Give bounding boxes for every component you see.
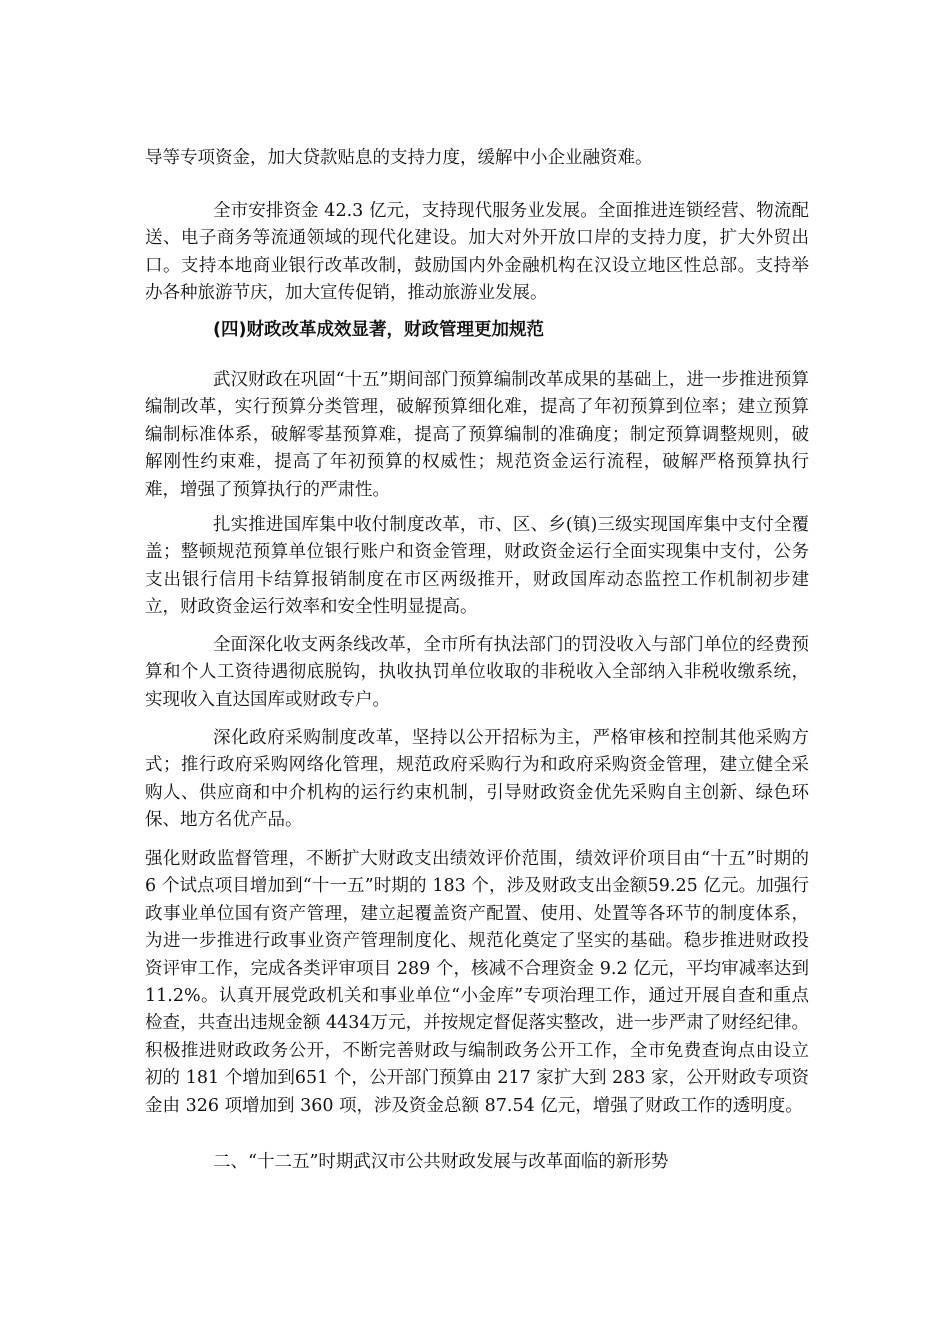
paragraph-revenue-expenditure: 全面深化收支两条线改革，全市所有执法部门的罚没收入与部门单位的经费预算和个人工资待遇彻底脱钩，执收执罚单位收取的非税收入全部纳入非税收缴系统，实现收入直达国库或财政专户。 xyxy=(145,635,809,710)
section-heading-fiscal-reform: (四)财政改革成效显著，财政管理更加规范 xyxy=(213,320,544,340)
paragraph-continuation: 导等专项资金，加大贷款贴息的支持力度，缓解中小企业融资难。 xyxy=(145,148,653,168)
paragraph-procurement-reform: 深化政府采购制度改革，坚持以公开招标为主，严格审核和控制其他采购方式；推行政府采购网络化管理，规范政府采购行为和政府采购资金管理，建立健全采购人、供应商和中介机构的运行约束机制，引导财政资金优先采购自主创新、绿色环保、地方名优产品。 xyxy=(145,728,809,831)
section-heading-new-situation: 二、“十二五”时期武汉市公共财政发展与改革面临的新形势 xyxy=(213,1152,669,1172)
paragraph-modern-services: 全市安排资金 42.3 亿元，支持现代服务业发展。全面推进连锁经营、物流配送、电子商务等流通领域的现代化建设。加大对外开放口岸的支持力度，扩大外贸出口。支持本地商业银行改革改制，鼓励国内外金融机构在汉设立地区性总部。支持举办各种旅游节庆，加大宣传促销，推动旅游业发展。 xyxy=(145,201,809,304)
paragraph-fiscal-supervision: 强化财政监督管理，不断扩大财政支出绩效评价范围，绩效评价项目由“十五”时期的 6 个试点项目增加到“十一五”时期的 183 个，涉及财政支出金额59.25 亿元。加强行政事业单位国有资产管理，建立起覆盖资产配置、使用、处置等各环节的制度体系，为进一步推进行政事业资产管理制度化、规范化奠定了坚实的基础。稳步推进财政投资评审工作，完成各类评审项目 289 个，核减不合理资金 9.2 亿元，平均审减率达到 11.2%。认真开展党政机关和事业单位“小金库”专项治理工作，通过开展自查和重点检查，共查出违规金额 4434万元，并按规定督促落实整改，进一步严肃了财经纪律。积极推进财政政务公开，不断完善财政与编制政务公开工作，全市免费查询点由设立初的 181 个增加到651 个，公开部门预算由 217 家扩大到 283 家，公开财政专项资金由 326 项增加到 360 项，涉及资金总额 87.54 亿元，增强了财政工作的透明度。 xyxy=(145,849,809,1116)
paragraph-budget-reform: 武汉财政在巩固“十五”期间部门预算编制改革成果的基础上，进一步推进预算编制改革，实行预算分类管理，破解预算细化难，提高了年初预算到位率；建立预算编制标准体系，破解零基预算难，提高了预算编制的准确度；制定预算调整规则，破解刚性约束难，提高了年初预算的权威性；规范资金运行流程，破解严格预算执行难，增强了预算执行的严肃性。 xyxy=(145,370,809,500)
paragraph-treasury-reform: 扎实推进国库集中收付制度改革，市、区、乡(镇)三级实现国库集中支付全覆盖；整顿规范预算单位银行账户和资金管理，财政资金运行全面实现集中支付，公务支出银行信用卡结算报销制度在市区两级推开，财政国库动态监控工作机制初步建立，财政资金运行效率和安全性明显提高。 xyxy=(145,515,809,618)
